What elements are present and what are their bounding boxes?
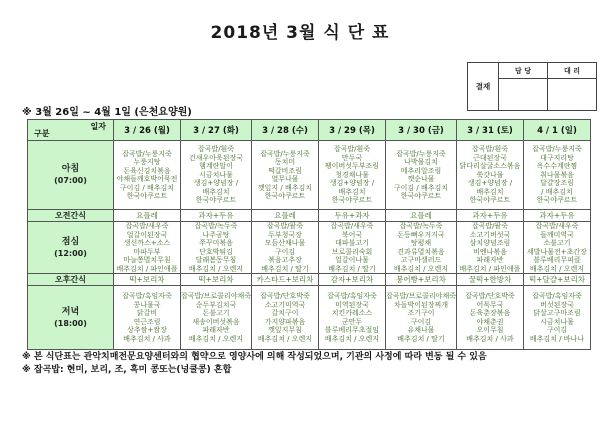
menu-cell [523, 222, 590, 274]
menu-item: 배추김치 / 파인애플 [459, 264, 521, 273]
menu-item: 한국야쿠르트 [264, 192, 306, 200]
menu-item: 배추김치 / 사과 [123, 334, 171, 343]
menu-item: 잡곡밥/팥죽 [471, 222, 509, 230]
menu-item: 잡곡밥/브로콜리야채죽 [181, 292, 251, 300]
menu-cell [523, 286, 590, 350]
menu-row [28, 141, 591, 210]
menu-cell [318, 286, 385, 350]
footnote-1: ※ 본 식단표는 관악치매전문요양센터와의 협약으로 영양사에 의해 작성되었으며, 기관의 사정에 따라 변동 될 수 있음 [22, 352, 487, 362]
menu-item: 한국야쿠르트 [126, 192, 168, 200]
menu-item: 잡곡밥/흑임자죽 [122, 292, 172, 300]
menu-item: 동치미 [274, 158, 296, 166]
snack-cell: 떡+보리차 [181, 274, 252, 286]
menu-row [28, 286, 591, 350]
menu-item: 배추김치 / 오렌지 [324, 334, 380, 343]
menu-item: 가지양파볶음 [264, 317, 306, 326]
day-header: 3 / 26 (월) [114, 120, 181, 141]
menu-item: 잡곡밥/단호박죽 [260, 292, 310, 300]
menu-cell [318, 141, 385, 210]
menu-item: 나박물김치 [404, 158, 438, 166]
row-time-text: (12:00) [54, 248, 87, 258]
row-label-text: 점심 [61, 236, 80, 247]
menu-item: 잡곡밥/흑임자죽 [327, 292, 377, 300]
row-label-text: 오후간식 [55, 275, 86, 284]
snack-cell: 요플레 [251, 210, 318, 222]
menu-item: 오이무침 [476, 326, 504, 334]
menu-item: 배추김치 [476, 187, 504, 196]
menu-item: 구이김 [274, 247, 296, 256]
menu-item: 배추김치 / 딸기 [261, 264, 309, 273]
menu-item: 구이김 [410, 317, 432, 326]
snack-cell: 붕어빵+보리차 [385, 274, 456, 286]
approval-label: 결재 [468, 63, 499, 111]
approval-col-damdang: 담 당 [499, 63, 548, 79]
menu-cell [251, 141, 318, 210]
menu-cell [114, 286, 181, 350]
menu-row [28, 222, 591, 274]
menu-row [28, 274, 591, 286]
row-label [28, 222, 114, 274]
header-row [28, 120, 591, 141]
menu-item: 돈육신김치볶음 [123, 166, 171, 175]
day-header: 3 / 28 (수) [251, 120, 318, 141]
snack-cell: 떡+달걀+보리차 [523, 274, 590, 286]
day-header: 3 / 30 (금) [385, 120, 456, 141]
menu-row [28, 210, 591, 222]
menu-item: 대구지리탕 [540, 153, 574, 162]
menu-item: 고구마샐러드 [400, 256, 442, 264]
row-time-text: (07:00) [54, 176, 87, 185]
menu-item: 배추김치 / 오렌지 [529, 264, 585, 273]
menu-item: 누룽지탕 [133, 158, 161, 166]
day-header: 3 / 29 (목) [318, 120, 385, 141]
menu-cell [385, 141, 456, 210]
menu-item: 잡곡밥/흑임자죽 [532, 292, 582, 300]
menu-item: 대파불고기 [335, 239, 369, 247]
menu-item: 블루베리무초절임 [324, 326, 380, 334]
row-label-text: 아침 [61, 164, 80, 174]
row-label [28, 286, 114, 350]
date-range-subtitle: ※ 3월 26일 ~ 4월 1일 (은천요양원) [22, 107, 192, 118]
menu-item: 달걀장조림 [540, 179, 574, 188]
snack-cell: 꿀떡+한방차 [456, 274, 523, 286]
menu-item: 파래자반 [202, 326, 230, 334]
menu-item: 열무나물 [271, 175, 299, 183]
menu-item: 버섯된장국 [540, 300, 574, 309]
approval-col-daeri: 대 리 [548, 63, 597, 79]
menu-item: 잡곡밥/누룽지죽 [396, 149, 446, 158]
menu-item: 달래봄동무침 [195, 256, 237, 264]
menu-item: 잡곡밥/누룽지죽 [122, 149, 172, 158]
menu-item: 떡갈비조림 [268, 166, 302, 175]
menu-item: / 배추김치 [541, 187, 573, 196]
menu-item: 잡곡밥/누룽지죽 [260, 149, 310, 158]
menu-item: 배추김치 / 사과 [466, 334, 514, 343]
footnote-2: ※ 잡곡밥: 현미, 보리, 조, 흑미 콩또는(넝쿨콩) 혼합 [22, 365, 232, 375]
menu-item: 파래자반 [476, 256, 504, 264]
menu-cell [456, 222, 523, 274]
day-header: 4 / 1 (일) [523, 120, 590, 141]
snack-cell: 과자+두유 [181, 210, 252, 222]
menu-item: 시금치나물 [540, 317, 574, 326]
menu-cell [251, 222, 318, 274]
corner-category-label: 구분 [34, 129, 50, 138]
menu-item: 마늘쫑멸치무침 [123, 256, 171, 264]
snack-cell: 요플레 [385, 210, 456, 222]
footnotes [22, 351, 487, 377]
day-header: 3 / 31 (토) [456, 120, 523, 141]
menu-item: 미역된장국 [335, 300, 369, 309]
menu-item: 새송이버섯볶음 [192, 317, 240, 326]
menu-item: 취나물볶음 [540, 170, 574, 179]
menu-item: 구이김 [546, 326, 568, 334]
menu-item: 메추리알조림 [400, 166, 442, 175]
approval-box [467, 62, 597, 111]
menu-item: 잡곡밥/팥죽 [266, 222, 304, 230]
menu-cell [251, 286, 318, 350]
approval-sign-damdang [499, 79, 548, 111]
menu-item: 소고기미역국 [264, 300, 306, 309]
row-label [28, 274, 114, 286]
menu-item: 한국야쿠르트 [536, 196, 578, 205]
menu-cell [385, 222, 456, 274]
menu-item: 한국야쿠르트 [195, 196, 237, 205]
menu-cell [523, 141, 590, 210]
menu-item: 근대된장국 [473, 153, 507, 162]
menu-item: 삼치양념조림 [469, 239, 511, 247]
menu-cell [114, 141, 181, 210]
menu-item: 구이김 / 배추김치 [393, 183, 449, 192]
menu-item: 청경채나물 [335, 170, 369, 179]
menu-item: 순두부김치국 [195, 300, 237, 309]
menu-cell [181, 141, 252, 210]
menu-item: 소불고기 [543, 239, 571, 247]
menu-item: 잡곡밥/흰죽 [197, 145, 235, 154]
day-header: 3 / 27 (화) [181, 120, 252, 141]
menu-item: 쑥갓나물 [476, 170, 504, 179]
menu-item: 북어국 [341, 230, 363, 239]
menu-item: 돈육춘장볶음 [469, 309, 511, 317]
menu-item: 배추김치 [338, 187, 366, 196]
row-label-text: 오전간식 [55, 211, 86, 220]
snack-cell: 떡+보리차 [114, 274, 181, 286]
menu-item: 상추쌈+쌈장 [127, 326, 167, 334]
menu-cell [181, 286, 252, 350]
menu-item: 잡곡밥/흰죽 [333, 145, 371, 154]
menu-item: 잡곡밥/누룽지죽 [532, 145, 582, 154]
menu-item: 쭈꾸미볶음 [199, 239, 233, 247]
menu-item: 들깨미역국 [540, 230, 574, 239]
menu-item: 옥수수계란찜 [536, 162, 578, 171]
menu-cell [318, 222, 385, 274]
menu-item: 팽이버섯두부조림 [324, 162, 380, 171]
menu-item: 잡곡밥/흰죽 [471, 145, 509, 154]
menu-item: 야채춘권 [476, 317, 504, 326]
menu-item: 치킨카레소스 [331, 309, 373, 317]
menu-item: 닭다리살굴소스볶음 [459, 162, 521, 171]
approval-header-row [468, 63, 597, 79]
menu-item: 갈치구이 [271, 309, 299, 317]
snack-cell: 두유+과자 [318, 210, 385, 222]
menu-cell [114, 222, 181, 274]
menu-item: 나주곰탕 [202, 230, 230, 239]
menu-item: 얼갈이된장국 [126, 230, 168, 239]
menu-item: 배추김치 / 오렌지 [257, 334, 313, 343]
menu-item: 차돌박이된장찌개 [393, 300, 449, 309]
menu-item: 잡곡밥/녹두죽 [194, 222, 238, 230]
menu-item: 마파두부 [133, 247, 161, 256]
menu-item: 시금치나물 [199, 170, 233, 179]
row-label-text: 저녁 [61, 306, 80, 317]
menu-item: 돈등뼈우거지국 [397, 230, 445, 239]
menu-item: 한국야쿠르트 [400, 192, 442, 200]
menu-item: 잡곡밥/브로콜리야채죽 [385, 292, 456, 300]
menu-item: 배추김치 / 오렌지 [188, 334, 244, 343]
menu-item: 잡곡밥/단호박죽 [465, 292, 515, 300]
menu-cell [385, 286, 456, 350]
menu-item: 생김+양념장 / [467, 179, 513, 188]
menu-item: 돈불고기 [202, 309, 230, 317]
menu-item: 햄계란말이 [199, 162, 233, 171]
menu-item: 블루베리무피클 [533, 256, 581, 264]
row-label [28, 141, 114, 210]
menu-cell [456, 141, 523, 210]
menu-item: 닭갈비 [136, 309, 158, 317]
snack-cell: 요플레 [114, 210, 181, 222]
menu-item: 군만두 [341, 317, 363, 326]
menu-item: 생김+양념장 / [193, 179, 239, 188]
menu-item: 배추김치 / 오렌지 [393, 264, 449, 273]
menu-item: 잡곡밥/녹두죽 [399, 222, 443, 230]
menu-item: 야채들깨호박어묵전 [116, 175, 178, 183]
corner-date-label: 일자 [90, 122, 106, 131]
menu-item: 단호박튀김 [199, 247, 233, 256]
menu-body [28, 141, 591, 350]
table-corner [28, 120, 114, 141]
menu-item: 잡곡밥/새우죽 [330, 222, 374, 230]
snack-cell: 과자+두유 [523, 210, 590, 222]
snack-cell: 카스타드+보리차 [251, 274, 318, 286]
menu-item: 소고기버섯국 [469, 230, 511, 239]
menu-item: 볶음고추장 [268, 256, 302, 264]
menu-item: 배추김치 / 오렌지 [188, 264, 244, 273]
menu-item: 세발나물전+초간장 [526, 247, 587, 256]
menu-item: 브로콜리숙회 [331, 247, 373, 256]
menu-item: 유채나물 [407, 326, 435, 334]
snack-cell: 과자+두유 [456, 210, 523, 222]
row-time-text: (18:00) [54, 318, 87, 328]
menu-item: 배추김치 / 파인애플 [116, 264, 178, 273]
menu-item: 깻순나물 [407, 175, 435, 183]
row-label [28, 210, 114, 222]
menu-table [27, 119, 591, 350]
menu-item: 잡곡밥/새우죽 [125, 222, 169, 230]
menu-item: 잡곡밥/새우죽 [535, 222, 579, 230]
menu-item: 배추김치 [202, 187, 230, 196]
menu-item: 얼갈이나물 [335, 256, 369, 264]
menu-item: 모듬산채나물 [264, 239, 306, 247]
menu-item: 생선까스+소스 [123, 239, 171, 247]
menu-item: 한국야쿠르트 [331, 196, 373, 205]
menu-item: 어묵무국 [476, 300, 504, 309]
menu-item: 배추김치 / 딸기 [328, 264, 376, 273]
menu-item: 배추김치 / 딸기 [397, 334, 445, 343]
menu-item: 깻잎지 / 배추김치 [257, 183, 313, 192]
menu-cell [181, 222, 252, 274]
menu-item: 한국야쿠르트 [469, 196, 511, 205]
snack-cell: 감자+보리차 [318, 274, 385, 286]
menu-item: 배추김치 / 바나나 [529, 334, 585, 343]
page-title: 2018년 3월 식 단 표 [210, 23, 390, 43]
menu-item: 콩나물국 [133, 300, 161, 309]
menu-item: 두부청국장 [268, 230, 302, 239]
menu-item: 구이김 / 배추김치 [119, 183, 175, 192]
approval-sign-daeri [548, 79, 597, 111]
menu-item: 생김+양념장 / [329, 179, 375, 188]
menu-item: 깻잎지무침 [268, 326, 302, 334]
menu-item: 만두국 [341, 153, 363, 162]
menu-item: 조기구이 [407, 309, 435, 317]
menu-item: 견과류멸치볶음 [397, 247, 445, 256]
menu-item: 비엔나볶음 [473, 247, 507, 256]
menu-item: 닭살고구마조림 [533, 309, 581, 317]
menu-cell [456, 286, 523, 350]
menu-item: 연근조림 [133, 317, 161, 326]
menu-item: 탕평채 [410, 239, 432, 247]
menu-item: 건새우아욱된장국 [188, 153, 244, 162]
